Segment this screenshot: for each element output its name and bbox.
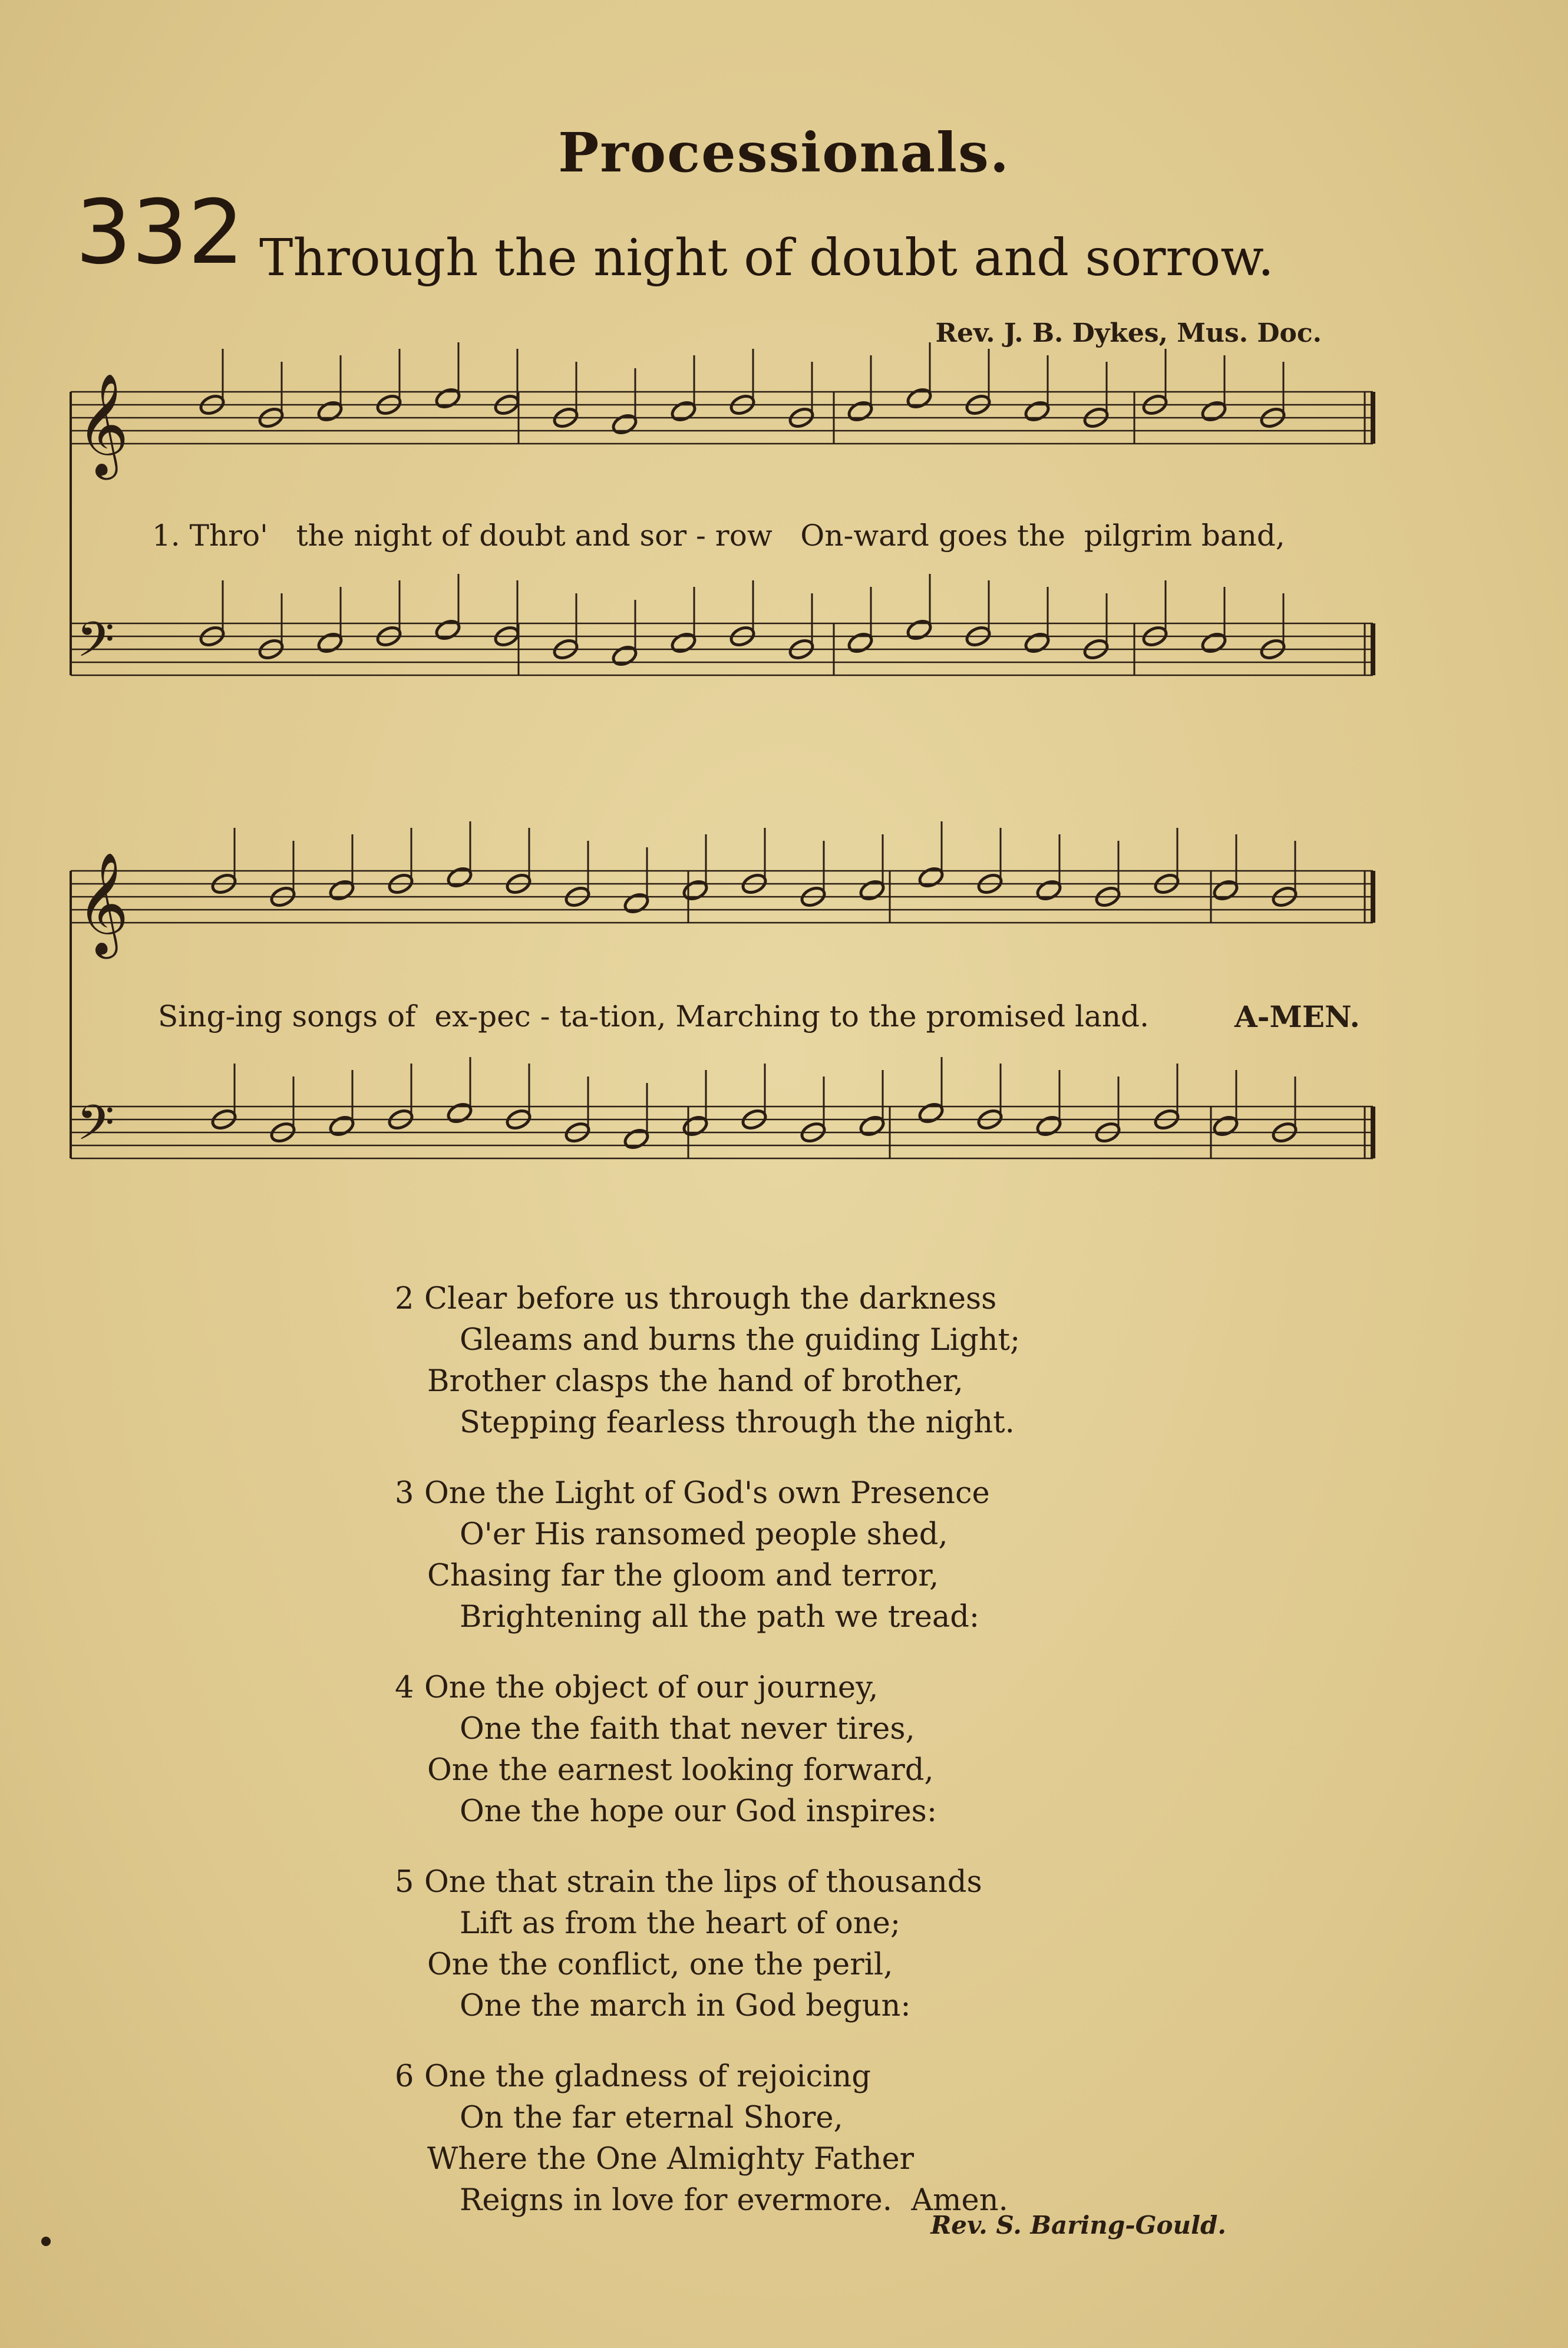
section-heading: Processionals. <box>558 121 1010 184</box>
hymn-number: 332 <box>75 181 245 284</box>
verse-line: Reigns in love for evermore. Amen. <box>460 2183 1008 2218</box>
verse-line: One the faith that never tires, <box>460 1712 915 1746</box>
verse-line: Clear before us through the darkness <box>424 1282 997 1316</box>
lyric-line-1: 1. Thro' the night of doubt and sor - row On-ward goes the pilgrim band, <box>152 519 1285 553</box>
amen-label: A-MEN. <box>1234 999 1360 1034</box>
verse-line: Brother clasps the hand of brother, <box>427 1364 963 1399</box>
verse-line: Chasing far the gloom and terror, <box>427 1558 939 1593</box>
verse-line: One the Light of God's own Presence <box>424 1476 990 1511</box>
verse-line: Brightening all the path we tread: <box>460 1600 980 1634</box>
composer-credit: Rev. J. B. Dykes, Mus. Doc. <box>935 318 1322 348</box>
verse-line: One the earnest looking forward, <box>427 1753 934 1788</box>
verse-line: Stepping fearless through the night. <box>460 1405 1015 1440</box>
treble-clef-icon: 𝄞 <box>77 373 129 475</box>
verse-line: One the conflict, one the peril, <box>427 1947 893 1982</box>
verse-line: One the march in God begun: <box>460 1989 911 2023</box>
author-credit: Rev. S. Baring-Gould. <box>930 2211 1226 2240</box>
verse-line: One the hope our God inspires: <box>460 1794 938 1829</box>
verse-line: On the far eternal Shore, <box>460 2101 843 2135</box>
treble-clef-icon: 𝄞 <box>77 852 129 955</box>
page-mark-dot <box>41 2237 51 2246</box>
verse-number: 6 <box>395 2059 414 2094</box>
verse-line: Where the One Almighty Father <box>427 2142 915 2177</box>
verse-line: Lift as from the heart of one; <box>460 1906 901 1941</box>
verse-number: 3 <box>395 1476 414 1511</box>
verse-line: O'er His ransomed people shed, <box>460 1517 948 1552</box>
verse-5 <box>395 1862 1020 2027</box>
lyric-line-2: Sing-ing songs of ex-pec - ta-tion, Marching to the promised land. <box>158 999 1149 1033</box>
verse-3 <box>395 1473 1020 1638</box>
verse-6 <box>395 2056 1020 2221</box>
verse-line: Gleams and burns the guiding Light; <box>460 1323 1021 1358</box>
verse-line: One that strain the lips of thousands <box>424 1865 982 1900</box>
verse-line: One the gladness of rejoicing <box>424 2059 871 2094</box>
verse-number: 2 <box>395 1282 414 1316</box>
verse-2 <box>395 1279 1020 1444</box>
verse-line: One the object of our journey, <box>424 1670 879 1705</box>
verses-block <box>395 1279 1020 2251</box>
hymn-title: Through the night of doubt and sorrow. <box>259 229 1275 288</box>
bass-clef-icon: 𝄢 <box>77 611 115 680</box>
verse-4 <box>395 1667 1020 1832</box>
verse-number: 4 <box>395 1670 414 1705</box>
verse-number: 5 <box>395 1865 414 1900</box>
bass-clef-icon: 𝄢 <box>77 1094 115 1163</box>
